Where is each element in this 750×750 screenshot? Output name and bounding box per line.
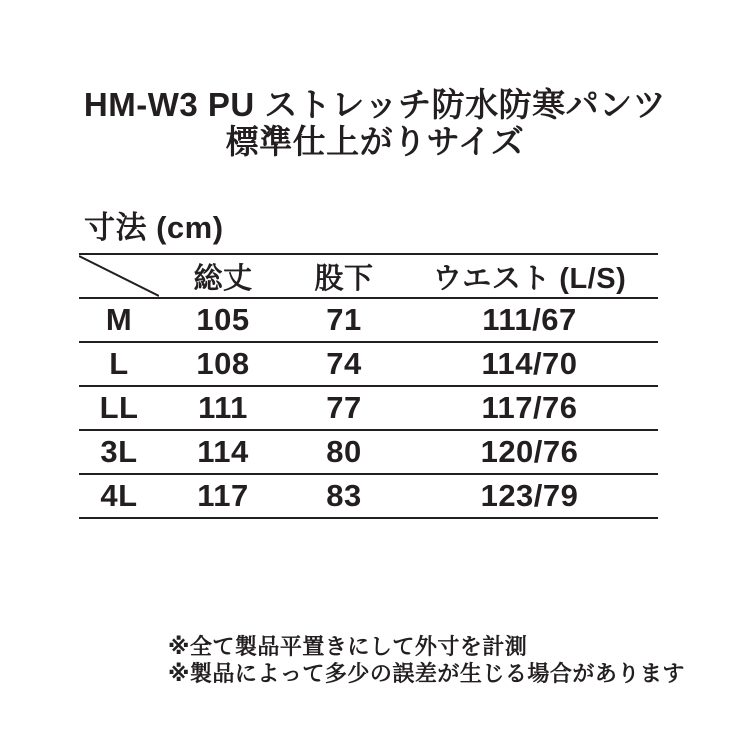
column-header-inseam: 股下 <box>314 262 374 295</box>
value-cell-total-length: 108 <box>196 346 250 381</box>
footnote-tolerance: ※製品によって多少の誤差が生じる場合があります <box>168 661 685 686</box>
size-cell: L <box>109 346 129 381</box>
table-row-4l <box>79 475 658 519</box>
value-cell-waist: 120/76 <box>480 434 579 469</box>
size-cell: 3L <box>100 434 138 469</box>
value-cell-total-length: 117 <box>197 478 249 513</box>
table-row-ll <box>79 387 658 431</box>
value-cell-inseam: 71 <box>326 302 362 337</box>
value-cell-inseam: 74 <box>326 346 362 381</box>
page-title-line1: HM-W3 PU ストレッチ防水防寒パンツ <box>83 86 667 123</box>
value-cell-inseam: 83 <box>326 478 362 513</box>
page-title-line2: 標準仕上がりサイズ <box>225 123 525 160</box>
size-table <box>79 253 658 519</box>
table-corner-cell <box>79 255 159 297</box>
value-cell-inseam: 80 <box>326 434 362 469</box>
diagonal-line-icon <box>79 255 159 297</box>
footnotes <box>168 633 685 687</box>
value-cell-total-length: 105 <box>196 302 250 337</box>
column-header-waist: ウエスト (L/S) <box>432 262 627 295</box>
size-cell: 4L <box>100 478 138 513</box>
table-header-row <box>79 255 658 299</box>
value-cell-waist: 123/79 <box>480 478 579 513</box>
dimension-unit-label: 寸法 (cm) <box>84 210 224 245</box>
column-header-total-length: 総丈 <box>193 262 253 295</box>
value-cell-total-length: 114 <box>197 434 249 469</box>
page-title <box>0 86 750 160</box>
value-cell-waist: 117/76 <box>481 390 578 425</box>
value-cell-total-length: 111 <box>198 390 248 425</box>
value-cell-inseam: 77 <box>326 390 362 425</box>
table-row-m <box>79 299 658 343</box>
footnote-measurement: ※全て製品平置きにして外寸を計測 <box>168 634 528 659</box>
value-cell-waist: 114/70 <box>481 346 578 381</box>
size-cell: LL <box>99 390 139 425</box>
size-cell: M <box>105 302 133 337</box>
value-cell-waist: 111/67 <box>482 302 577 337</box>
table-row-l <box>79 343 658 387</box>
table-row-3l <box>79 431 658 475</box>
